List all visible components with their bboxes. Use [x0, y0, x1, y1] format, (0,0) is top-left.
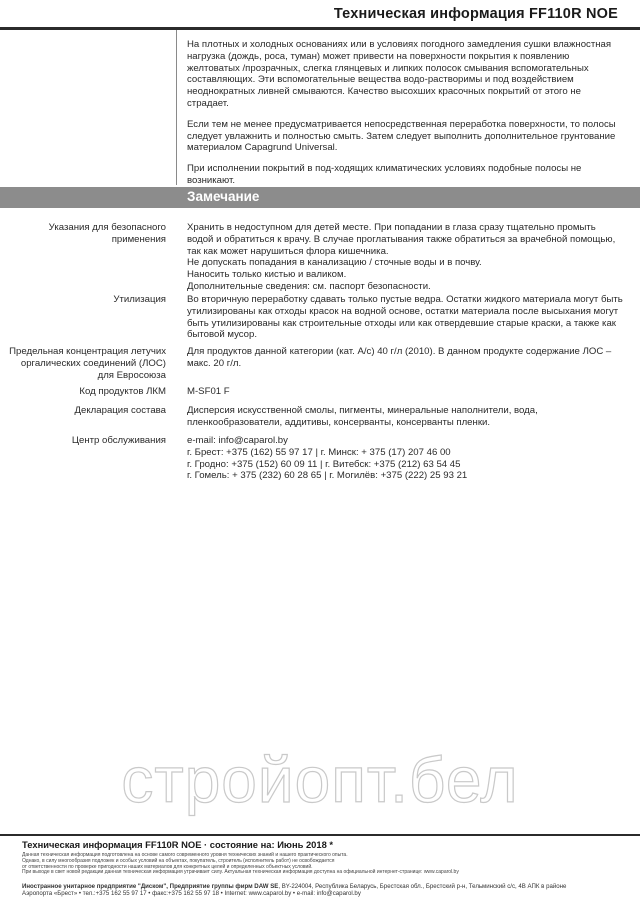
safety-line: Дополнительные сведения: см. паспорт безопасности.	[187, 280, 431, 292]
product-code-value: M-SF01 F	[187, 386, 230, 397]
footer-company	[22, 883, 632, 898]
company-line	[22, 883, 632, 890]
intro-text	[187, 39, 623, 196]
column-divider	[176, 30, 177, 185]
disclaimer-line: от ответственности по проверке пригодности наших материалов для конкретных целей и определенных объектных условий.	[22, 863, 313, 870]
section-header-band	[0, 187, 640, 208]
company-contacts: Аэропорта «Брест» • тел.:+375 162 55 97 17 • факс:+375 162 55 97 18 • Internet: www.caparol.by • e-mail: info@caparol.by	[22, 890, 361, 898]
disposal-label: Утилизация	[113, 294, 166, 305]
intro-paragraph: Если тем не менее предусматривается непосредственная переработка поверхности, то полосы следует увлажнить и полностью смыть. Затем следует выполнить дополнительное грунтование материалом Capagrund Universal.	[187, 118, 616, 154]
safety-value	[187, 222, 623, 293]
disclaimer-line: Данная техническая информация подготовлена на основе самого современного уровня технических знаний и нашего практического опыта.	[22, 852, 348, 858]
footer-rule	[0, 834, 640, 836]
declaration-label: Декларация состава	[74, 405, 166, 416]
footer-title: Техническая информация FF110R NOE · состояние на: Июнь 2018 *	[22, 839, 334, 850]
company-name: Иностранное унитарное предприятие "Диском", Предприятие группы фирм DAW SE	[22, 883, 279, 890]
safety-label: Указания для безопасного применения	[48, 222, 166, 245]
disposal-value: Во вторичную переработку сдавать только пустые ведра. Остатки жидкого материала могут быть утилизированы как отходы красок на водной основе, остатки материала после высыхания могут быть утилизированы как строительные отходы или как отвердевшие старые краски, а также как бытовой мусор.	[187, 294, 623, 341]
footer-disclaimer	[22, 853, 622, 876]
safety-line: Наносить только кистью и валиком.	[187, 269, 347, 281]
intro-paragraph: При исполнении покрытий в под-ходящих климатических условиях подобные полосы не возникают.	[187, 163, 582, 186]
header-rule	[0, 27, 640, 30]
service-email: e-mail: info@caparol.by	[187, 435, 288, 446]
service-value	[187, 435, 623, 482]
company-address: , BY-224004, Республика Беларусь, Брестская обл., Брестский р-н, Тельминский с/с, 4В АПК в районе	[278, 883, 567, 890]
declaration-value: Дисперсия искусственной смолы, пигменты, минеральные наполнители, вода, пленкообразователи, аддитивы, консерванты, консерванты пленки.	[187, 405, 538, 428]
voc-value: Для продуктов данной категории (кат. А/с) 40 г/л (2010). В данном продукте содержание ЛОС – макс. 20 г/л.	[187, 346, 612, 369]
service-phones: г. Гомель: + 375 (232) 60 28 65 | г. Могилёв: +375 (222) 25 93 21	[187, 470, 468, 482]
disclaimer-line: При выходе в свет новой редакции данная техническая информация утрачивает силу. Актуальная техническая информация доступна на официальной интернет-странице: www.caparol.by	[22, 869, 459, 876]
voc-label: Предельная концентрация летучих оргалических соединений (ЛОС) для Евросоюза	[9, 346, 166, 381]
disclaimer-line: Однако, в силу многообразия подложек и особых условий на объектах, покупатель, строитель (исполнитель работ) не освобождается	[22, 857, 335, 864]
intro-paragraph: На плотных и холодных основаниях или в условиях погодного замедления сушки влажностная нагрузка (дождь, роса, туман) может привести на поверхности покрытия к появлению желтоватых /прозрачных, слегка глянцевых и липких полосок смывания вспомогательных составляющих. Эти вспомогательные вещества водо-растворимы и под воздействием неоднократных ливней смываются. Качество высохших красочных покрытий от этого не страдает.	[187, 39, 612, 109]
document-title: Техническая информация FF110R NOE	[333, 6, 618, 22]
safety-line: Не допускать попадания в канализацию / сточные воды и в почву.	[187, 257, 482, 269]
product-code-label: Код продуктов ЛКМ	[79, 386, 166, 397]
service-label: Центр обслуживания	[71, 435, 166, 446]
section-title: Замечание	[187, 189, 260, 204]
service-phones: г. Брест: +375 (162) 55 97 17 | г. Минск: + 375 (17) 207 46 00	[187, 446, 451, 458]
safety-line: Хранить в недоступном для детей месте. При попадании в глаза сразу тщательно промыть водой и обратиться к врачу. В случае проглатывания также обратиться за врачебной помощью, так как может нарушиться флора кишечника.	[187, 222, 616, 257]
service-phones: г. Гродно: +375 (152) 60 09 11 | г. Витебск: +375 (212) 63 54 45	[187, 458, 461, 470]
watermark: стройопт.бел	[121, 744, 519, 816]
